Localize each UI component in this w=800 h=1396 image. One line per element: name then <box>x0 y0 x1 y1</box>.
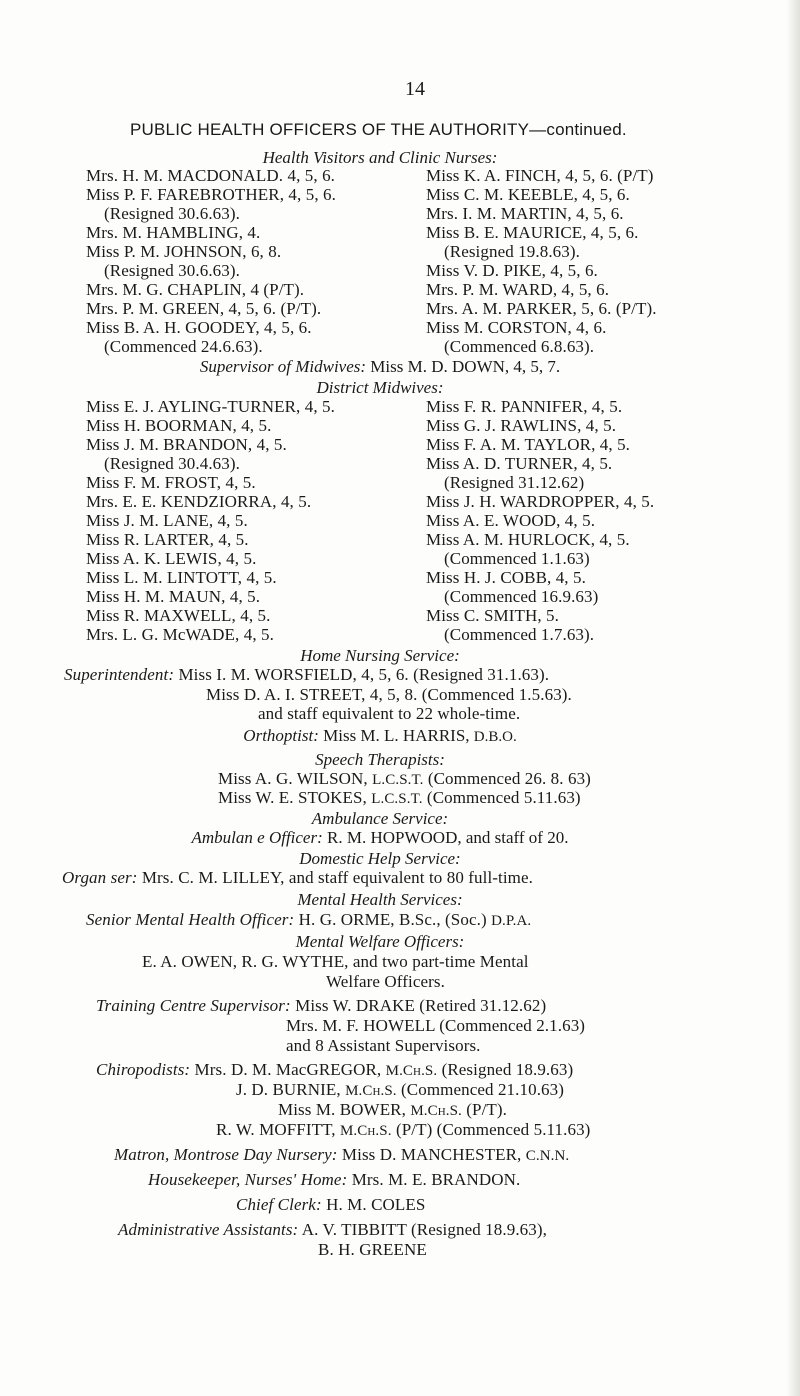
speech-name-2: Miss W. E. STOKES, <box>218 788 372 807</box>
list-item: Miss B. E. MAURICE, 4, 5, 6. <box>426 223 639 242</box>
list-item: Miss R. LARTER, 4, 5. <box>86 530 249 549</box>
list-item: Miss H. BOORMAN, 4, 5. <box>86 416 272 435</box>
list-item: Miss E. J. AYLING-TURNER, 4, 5. <box>86 397 335 416</box>
training-centre-label: Training Centre Supervisor: <box>96 996 291 1015</box>
section-heading-mental-health: Mental Health Services: <box>297 890 463 909</box>
list-item: (Resigned 30.6.63). <box>104 261 240 280</box>
speech-therapist-line-1 <box>218 769 591 789</box>
housekeeper-line <box>148 1170 520 1190</box>
section-heading-home-nursing: Home Nursing Service: <box>300 646 460 665</box>
superintendent-label: Superintendent: <box>64 665 175 684</box>
list-item: Miss J. M. LANE, 4, 5. <box>86 511 248 530</box>
section-heading-mental-welfare: Mental Welfare Officers: <box>295 932 465 951</box>
chiropodist-name-2: J. D. BURNIE, <box>236 1080 346 1099</box>
senior-mental-health-officer-line <box>86 910 531 930</box>
mental-welfare-line-2: Welfare Officers. <box>326 972 445 991</box>
page-title: PUBLIC HEALTH OFFICERS OF THE AUTHORITY—continued. <box>130 120 627 139</box>
supervisor-midwives-text: Miss M. D. DOWN, 4, 5, 7. <box>370 357 561 376</box>
list-item: Miss P. M. JOHNSON, 6, 8. <box>86 242 282 261</box>
chief-clerk-label: Chief Clerk: <box>236 1195 322 1214</box>
list-item: (Resigned 30.6.63). <box>104 204 240 223</box>
admin-assistants-line-2: B. H. GREENE <box>318 1240 427 1259</box>
training-centre-text-1: Miss W. DRAKE (Retired 31.12.62) <box>295 996 547 1015</box>
list-item: (Commenced 1.1.63) <box>444 549 590 568</box>
list-item: Miss K. A. FINCH, 4, 5, 6. (P/T) <box>426 166 654 185</box>
admin-assistants-label: Administrative Assistants: <box>118 1220 299 1239</box>
training-centre-line-1 <box>96 996 546 1016</box>
list-item: Miss F. M. FROST, 4, 5. <box>86 473 256 492</box>
speech-name-1: Miss A. G. WILSON, <box>218 769 373 788</box>
orthoptist-text: Miss M. L. HARRIS, <box>323 726 474 745</box>
ambulance-officer-text: R. M. HOPWOOD, and staff of 20. <box>327 828 569 847</box>
chiropodists-line-2 <box>236 1080 564 1100</box>
list-item: Mrs. M. HAMBLING, 4. <box>86 223 261 242</box>
list-item: Mrs. L. G. McWADE, 4, 5. <box>86 625 274 644</box>
matron-label: Matron, Montrose Day Nursery: <box>114 1145 338 1164</box>
mental-welfare-line-1: E. A. OWEN, R. G. WYTHE, and two part-time Mental <box>142 952 529 971</box>
chiropodist-qual-4: M.Ch.S. <box>340 1123 392 1139</box>
list-item: Miss F. R. PANNIFER, 4, 5. <box>426 397 623 416</box>
senior-mho-label: Senior Mental Health Officer: <box>86 910 295 929</box>
list-item: Mrs. M. G. CHAPLIN, 4 (P/T). <box>86 280 305 299</box>
list-item: Miss R. MAXWELL, 4, 5. <box>86 606 271 625</box>
list-item: Mrs. P. M. WARD, 4, 5, 6. <box>426 280 610 299</box>
housekeeper-text: Mrs. M. E. BRANDON. <box>351 1170 521 1189</box>
admin-assistants-text-1: A. V. TIBBITT (Resigned 18.9.63), <box>301 1220 547 1239</box>
superintendent-text: Miss I. M. WORSFIELD, 4, 5, 6. (Resigned 31.1.63). <box>178 665 550 684</box>
list-item: Miss L. M. LINTOTT, 4, 5. <box>86 568 277 587</box>
chiropodist-qual-3: M.Ch.S. <box>410 1103 462 1119</box>
chiropodist-name-1: Mrs. D. M. MacGREGOR, <box>194 1060 386 1079</box>
chief-clerk-text: H. M. COLES <box>326 1195 426 1214</box>
chiropodist-qual-2: M.Ch.S. <box>345 1083 397 1099</box>
list-item: (Resigned 30.4.63). <box>104 454 240 473</box>
list-item: (Commenced 16.9.63) <box>444 587 599 606</box>
list-item: Miss P. F. FAREBROTHER, 4, 5, 6. <box>86 185 336 204</box>
speech-therapist-line-2 <box>218 788 581 808</box>
senior-mho-text: H. G. ORME, B.Sc., (Soc.) <box>298 910 492 929</box>
senior-mho-qual: D.P.A. <box>491 913 532 929</box>
chiropodist-qual-1: M.Ch.S. <box>385 1063 438 1079</box>
chiropodists-line-1 <box>96 1060 573 1080</box>
matron-text: Miss D. MANCHESTER, <box>341 1145 526 1164</box>
list-item: Miss A. K. LEWIS, 4, 5. <box>86 549 257 568</box>
chiropodist-date-4: (P/T) (Commenced 5.11.63) <box>391 1120 591 1139</box>
orthoptist-label: Orthoptist: <box>243 726 319 745</box>
list-item: (Commenced 6.8.63). <box>444 337 595 356</box>
section-heading-district-midwives: District Midwives: <box>316 378 444 397</box>
list-item: Miss C. SMITH, 5. <box>426 606 560 625</box>
list-item: (Commenced 1.7.63). <box>444 625 595 644</box>
ambulance-officer-line <box>0 828 760 848</box>
list-item: (Resigned 31.12.62) <box>444 473 585 492</box>
chiropodists-line-3 <box>278 1100 507 1120</box>
list-item: (Commenced 24.6.63). <box>104 337 263 356</box>
speech-qual-2: L.C.S.T. <box>371 791 423 807</box>
list-item: Mrs. H. M. MACDONALD. 4, 5, 6. <box>86 166 336 185</box>
speech-date-1: (Commenced 26. 8. 63) <box>423 769 591 788</box>
chief-clerk-line <box>236 1195 425 1215</box>
domestic-organiser-label: Organ ser: <box>62 868 138 887</box>
matron-qual: C.N.N. <box>525 1148 570 1164</box>
list-item: Miss A. D. TURNER, 4, 5. <box>426 454 613 473</box>
domestic-organiser-text: Mrs. C. M. LILLEY, and staff equivalent to 80 full-time. <box>141 868 533 887</box>
chiropodist-name-3: Miss M. BOWER, <box>278 1100 411 1119</box>
housekeeper-label: Housekeeper, Nurses' Home: <box>148 1170 348 1189</box>
page-number: 14 <box>405 78 425 100</box>
training-centre-line-3: and 8 Assistant Supervisors. <box>286 1036 481 1055</box>
page-edge-shadow <box>786 0 800 1396</box>
list-item: Mrs. E. E. KENDZIORRA, 4, 5. <box>86 492 312 511</box>
chiropodists-label: Chiropodists: <box>96 1060 191 1079</box>
chiropodist-date-2: (Commenced 21.10.63) <box>396 1080 565 1099</box>
ambulance-officer-label: Ambulan e Officer: <box>191 828 323 847</box>
list-item: Miss B. A. H. GOODEY, 4, 5, 6. <box>86 318 312 337</box>
list-item: Miss J. H. WARDROPPER, 4, 5. <box>426 492 655 511</box>
admin-assistants-line-1 <box>118 1220 547 1240</box>
list-item: (Resigned 19.8.63). <box>444 242 580 261</box>
list-item: Miss H. J. COBB, 4, 5. <box>426 568 586 587</box>
supervisor-midwives-label: Supervisor of Midwives: <box>199 357 367 376</box>
chiropodist-name-4: R. W. MOFFITT, <box>216 1120 340 1139</box>
home-nursing-line-2: Miss D. A. I. STREET, 4, 5, 8. (Commenced 1.5.63). <box>206 685 572 704</box>
section-heading-domestic-help: Domestic Help Service: <box>299 849 461 868</box>
list-item: Miss G. J. RAWLINS, 4, 5. <box>426 416 617 435</box>
list-item: Miss C. M. KEEBLE, 4, 5, 6. <box>426 185 630 204</box>
list-item: Miss M. CORSTON, 4, 6. <box>426 318 607 337</box>
supervisor-midwives-line <box>0 357 760 377</box>
home-nursing-line-3: and staff equivalent to 22 whole-time. <box>258 704 521 723</box>
speech-qual-1: L.C.S.T. <box>372 772 424 788</box>
domestic-organiser-line <box>62 868 533 888</box>
list-item: Mrs. P. M. GREEN, 4, 5, 6. (P/T). <box>86 299 322 318</box>
speech-date-2: (Commenced 5.11.63) <box>422 788 581 807</box>
list-item: Miss A. M. HURLOCK, 4, 5. <box>426 530 630 549</box>
training-centre-line-2: Mrs. M. F. HOWELL (Commenced 2.1.63) <box>286 1016 586 1035</box>
section-heading-speech-therapists: Speech Therapists: <box>315 750 445 769</box>
chiropodists-line-4 <box>216 1120 590 1140</box>
list-item: Miss F. A. M. TAYLOR, 4, 5. <box>426 435 631 454</box>
list-item: Miss H. M. MAUN, 4, 5. <box>86 587 261 606</box>
section-heading-health-visitors: Health Visitors and Clinic Nurses: <box>262 148 498 167</box>
list-item: Miss V. D. PIKE, 4, 5, 6. <box>426 261 598 280</box>
chiropodist-date-3: (P/T). <box>461 1100 508 1119</box>
home-nursing-superintendent-line <box>64 665 549 685</box>
section-heading-ambulance: Ambulance Service: <box>311 809 449 828</box>
list-item: Miss J. M. BRANDON, 4, 5. <box>86 435 287 454</box>
list-item: Mrs. I. M. MARTIN, 4, 5, 6. <box>426 204 624 223</box>
orthoptist-qualification: D.B.O. <box>473 729 517 745</box>
matron-line <box>114 1145 569 1165</box>
list-item: Miss A. E. WOOD, 4, 5. <box>426 511 596 530</box>
chiropodist-date-1: (Resigned 18.9.63) <box>437 1060 574 1079</box>
list-item: Mrs. A. M. PARKER, 5, 6. (P/T). <box>426 299 657 318</box>
orthoptist-line <box>0 726 760 746</box>
